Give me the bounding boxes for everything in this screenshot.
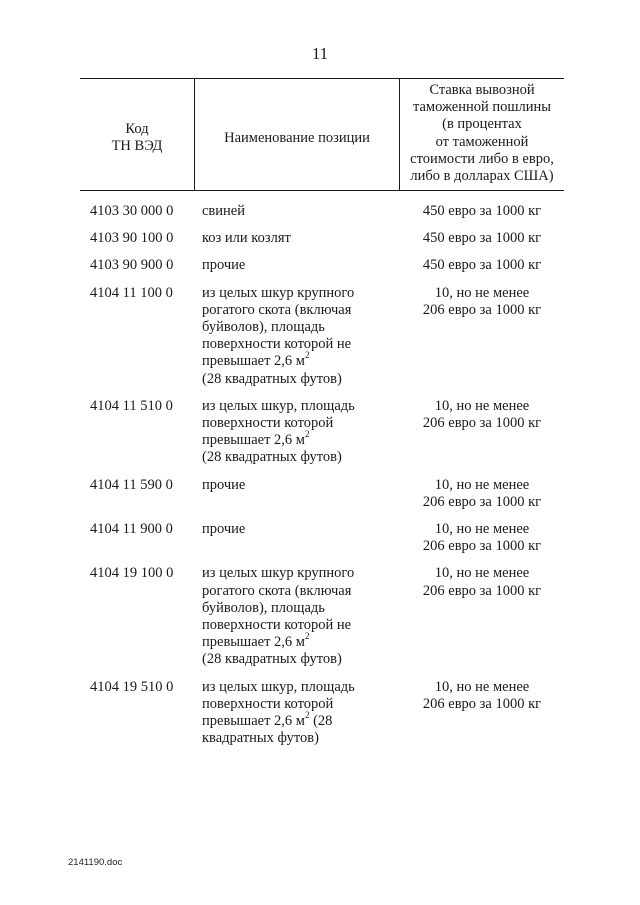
- row-code: 4103 30 000 0: [90, 203, 174, 219]
- row-rate-line: 206 евро за 1000 кг: [422, 582, 542, 599]
- row-name: [198, 398, 400, 467]
- row-name-text: из целых шкур крупного: [202, 284, 355, 301]
- row-name-text: превышает 2,6 м: [202, 353, 305, 370]
- row-rate: [400, 398, 564, 467]
- row-name: [198, 285, 400, 388]
- row-name-text: прочие: [202, 521, 246, 538]
- page-number: 11: [311, 44, 329, 63]
- row-rate-line: 10, но не менее: [434, 284, 530, 301]
- row-rate: [400, 285, 564, 388]
- row-name-text: коз или козлят: [202, 230, 291, 247]
- row-rate: [400, 203, 564, 220]
- row-code: 4104 11 510 0: [90, 397, 173, 414]
- row-code: 4103 90 100 0: [90, 230, 174, 247]
- row-rate: [400, 679, 564, 748]
- row-name: [198, 203, 400, 220]
- row-name-line: [202, 565, 400, 582]
- row-name-line: [202, 350, 400, 370]
- row-name-line: [202, 203, 400, 220]
- row-rate-line: 10, но не менее: [434, 678, 530, 695]
- row-name-text: прочие: [202, 257, 246, 274]
- table-row: [80, 398, 564, 467]
- row-rate-line: 450 евро за 1000 кг: [422, 203, 542, 219]
- row-name-line: [202, 336, 400, 353]
- header-rate-line: стоимости либо в евро,: [410, 150, 554, 167]
- row-rate-line: 10, но не менее: [434, 521, 530, 538]
- row-name-text: (28: [309, 713, 333, 730]
- row-name-superscript: 2: [304, 631, 310, 642]
- row-name-line: [202, 230, 400, 247]
- row-name-text: (28 квадратных футов): [202, 449, 342, 466]
- row-name-text: (28 квадратных футов): [202, 370, 342, 387]
- row-rate-line: 206 евро за 1000 кг: [422, 538, 542, 555]
- row-rate-line: 450 евро за 1000 кг: [422, 257, 542, 274]
- row-name-line: [202, 285, 400, 302]
- row-name: [198, 679, 400, 748]
- row-name-text: буйволов), площадь: [202, 319, 325, 336]
- row-rate-line: 10, но не менее: [434, 397, 530, 414]
- row-name-line: [202, 651, 400, 668]
- row-name-text: поверхности которой: [202, 695, 334, 712]
- header-rate-line: (в процентах: [442, 116, 522, 133]
- row-rate-line: 206 евро за 1000 кг: [422, 695, 542, 712]
- header-rate-line: Ставка вывозной: [429, 82, 535, 98]
- row-name-line: [202, 617, 400, 634]
- row-name-text: из целых шкур, площадь: [202, 678, 355, 695]
- row-name: [198, 477, 400, 511]
- row-name-text: свиней: [202, 203, 245, 219]
- header-rate: [400, 79, 564, 190]
- row-rate-line: 206 евро за 1000 кг: [422, 415, 542, 432]
- table-row: [80, 203, 564, 220]
- footer-filename: 2141190.doc: [68, 857, 123, 868]
- header-rate-line: таможенной пошлины: [412, 99, 552, 116]
- row-name-text: превышает 2,6 м: [202, 634, 305, 651]
- row-name-text: поверхности которой не: [202, 617, 352, 634]
- row-code: 4104 11 100 0: [90, 284, 173, 301]
- header-code: [80, 79, 195, 190]
- row-code: 4104 19 100 0: [90, 565, 174, 582]
- row-name-superscript: 2: [304, 710, 310, 721]
- table-header: [80, 78, 564, 191]
- row-name-line: [202, 398, 400, 415]
- row-name-line: [202, 477, 400, 494]
- table-row: [80, 257, 564, 274]
- table-row: [80, 679, 564, 748]
- row-rate-line: 10, но не менее: [434, 565, 530, 582]
- row-rate: [400, 477, 564, 511]
- row-name: [198, 230, 400, 247]
- row-name-text: буйволов), площадь: [202, 599, 325, 616]
- row-rate-line: 450 евро за 1000 кг: [422, 230, 542, 247]
- row-name: [198, 257, 400, 274]
- row-name-text: превышает 2,6 м: [202, 713, 305, 730]
- row-name-line: [202, 319, 400, 336]
- row-name-line: [202, 583, 400, 600]
- row-name-superscript: 2: [304, 429, 310, 440]
- row-rate-line: 206 евро за 1000 кг: [422, 493, 542, 510]
- header-name: Наименование позиции: [195, 79, 400, 190]
- table-row: [80, 565, 564, 668]
- row-name-text: рогатого скота (включая: [202, 301, 352, 318]
- row-name-line: [202, 696, 400, 713]
- row-code: 4104 19 510 0: [90, 678, 174, 695]
- row-rate: [400, 230, 564, 247]
- row-code: 4104 11 590 0: [90, 476, 173, 493]
- row-rate-line: 10, но не менее: [434, 476, 530, 493]
- row-name-line: [202, 429, 400, 449]
- row-name: [198, 521, 400, 555]
- row-name-line: [202, 730, 400, 747]
- row-name-line: [202, 415, 400, 432]
- table-row: [80, 285, 564, 388]
- row-rate-line: 206 евро за 1000 кг: [422, 301, 542, 318]
- row-name-text: из целых шкур крупного: [202, 565, 355, 582]
- row-name-line: [202, 257, 400, 274]
- row-name-superscript: 2: [304, 350, 310, 361]
- table-row: [80, 230, 564, 247]
- row-name-line: [202, 371, 400, 388]
- row-name-text: квадратных футов): [202, 730, 319, 747]
- row-name-line: [202, 521, 400, 538]
- row-name-line: [202, 679, 400, 696]
- row-name-text: превышает 2,6 м: [202, 432, 305, 449]
- row-name-line: [202, 600, 400, 617]
- row-name-line: [202, 449, 400, 466]
- table-row: [80, 521, 564, 555]
- row-name-text: (28 квадратных футов): [202, 651, 342, 668]
- header-rate-line: от таможенной: [435, 133, 529, 150]
- row-name-text: поверхности которой не: [202, 336, 352, 353]
- row-name-line: [202, 302, 400, 319]
- row-name-line: [202, 710, 400, 730]
- row-name-text: из целых шкур, площадь: [202, 397, 355, 414]
- row-name-text: рогатого скота (включая: [202, 582, 352, 599]
- row-code: 4103 90 900 0: [90, 257, 174, 274]
- row-name-text: поверхности которой: [202, 415, 334, 432]
- table-body: [80, 203, 564, 757]
- row-name: [198, 565, 400, 668]
- row-rate: [400, 521, 564, 555]
- header-rate-line: либо в долларах США): [410, 168, 554, 185]
- row-name-text: прочие: [202, 476, 246, 493]
- row-rate: [400, 257, 564, 274]
- row-code: 4104 11 900 0: [90, 521, 173, 538]
- table-row: [80, 477, 564, 511]
- header-code-line: Код: [125, 120, 149, 137]
- row-name-line: [202, 631, 400, 651]
- row-rate: [400, 565, 564, 668]
- header-code-line: ТН ВЭД: [111, 137, 163, 154]
